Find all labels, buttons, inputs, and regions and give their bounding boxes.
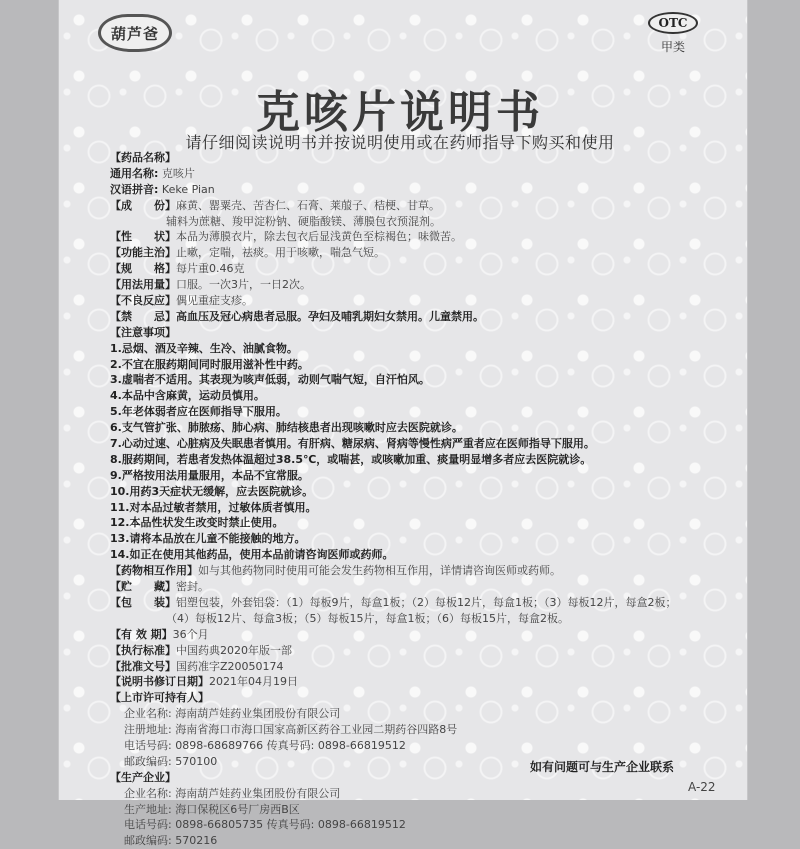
precaution-item: 8.服药期间，若患者发热体温超过38.5℃，或喘甚，或咳嗽加重、痰量明显增多者应去医院就诊。 — [110, 452, 592, 466]
precaution-item: 3.虚喘者不适用。其表现为咳声低弱，动则气喘气短，自汗怕风。 — [110, 373, 430, 387]
brand-logo — [98, 14, 172, 52]
interactions-row — [110, 563, 750, 579]
packaging-value-2: （4）每板12片、每盒3板；（5）每板15片，每盒1板；（6）每板15片，每盒2板。 — [166, 611, 569, 625]
adverse-value: 偶见重症支疹。 — [176, 294, 253, 308]
precaution-item: 6.支气管扩张、肺脓疡、肺心病、肺结核患者出现咳嗽时应去医院就诊。 — [110, 421, 463, 435]
validity-row — [110, 627, 750, 643]
contraindications-label: 【禁 忌】 — [110, 309, 176, 323]
validity-label: 【有 效 期】 — [110, 627, 173, 641]
otc-badge — [648, 12, 698, 34]
otc-class: 甲类 — [660, 40, 685, 54]
dosage-label: 【用法用量】 — [110, 278, 176, 292]
precaution-item: 13.请将本品放在儿童不能接触的地方。 — [110, 532, 306, 546]
precautions-header — [110, 325, 750, 341]
mah-phone-value: 0898-68689766 — [175, 738, 264, 752]
mah-address-value: 海南省海口市海口国家高新区药谷工业园二期药谷四路8号 — [175, 723, 458, 737]
ingredients-label: 【成 份】 — [110, 198, 176, 212]
pinyin-value: Keke Pian — [161, 182, 215, 196]
manufacturer-label: 【生产企业】 — [110, 770, 176, 784]
mah-company-row — [110, 706, 750, 722]
generic-name-label: 通用名称: — [110, 166, 159, 180]
mfr-address-value: 海口保税区6号厂房西B区 — [175, 802, 300, 816]
storage-row — [110, 579, 750, 595]
standard-row — [110, 643, 750, 659]
interactions-label: 【药物相互作用】 — [110, 564, 198, 578]
packaging-value: 铝塑包装，外套铝袋：（1）每板9片，每盒1板；（2）每板12片，每盒1板；（3）每板12片，每盒2板； — [176, 595, 677, 609]
indications-label: 【功能主治】 — [110, 246, 176, 260]
precaution-item: 1.忌烟、酒及辛辣、生冷、油腻食物。 — [110, 341, 298, 355]
mfr-company-row — [110, 786, 750, 802]
contact-note: 如有问题可与生产企业联系 — [530, 760, 675, 774]
mfr-company-label: 企业名称: — [124, 786, 172, 800]
dosage-row — [110, 277, 750, 293]
packaging-label: 【包 装】 — [110, 595, 176, 609]
drug-name-header — [110, 150, 750, 166]
mah-fax-value: 0898-66819512 — [317, 738, 406, 752]
storage-label: 【贮 藏】 — [110, 580, 176, 594]
page-title: 克咳片说明书 — [256, 87, 544, 138]
mah-label: 【上市许可持有人】 — [110, 691, 209, 705]
mfr-phone-label: 电话号码: — [124, 818, 172, 832]
mfr-address-row — [110, 802, 750, 818]
interactions-value: 如与其他药物同时使用可能会发生药物相互作用，详情请咨询医师或药师。 — [198, 564, 561, 578]
ingredients-row — [110, 198, 750, 214]
mah-header — [110, 690, 750, 706]
approval-label: 【批准文号】 — [110, 659, 176, 673]
mah-address-label: 注册地址: — [124, 723, 172, 737]
specification-label: 【规 格】 — [110, 262, 176, 276]
validity-value: 36个月 — [172, 627, 209, 641]
adverse-label: 【不良反应】 — [110, 294, 176, 308]
properties-row — [110, 229, 750, 245]
drug-name-label: 【药品名称】 — [110, 151, 176, 164]
mfr-zip-label: 邮政编码: — [124, 834, 172, 848]
specification-value: 每片重0.46克 — [176, 262, 245, 276]
precaution-item: 14.如正在使用其他药品，使用本品前请咨询医师或药师。 — [110, 548, 394, 562]
mfr-address-label: 生产地址: — [124, 802, 172, 816]
approval-row — [110, 659, 750, 675]
mfr-phone-value: 0898-66805735 — [175, 818, 264, 832]
mah-phone-label: 电话号码: — [124, 738, 172, 752]
approval-value: 国药准字Z20050174 — [176, 659, 284, 673]
precaution-item: 7.心动过速、心脏病及失眠患者慎用。有肝病、糖尿病、肾病等慢性病严重者应在医师指导下服用。 — [110, 437, 595, 451]
excipients-value: 辅料为蔗糖、羧甲淀粉钠、硬脂酸镁、薄膜包衣预混剂。 — [166, 214, 441, 228]
mfr-company-value: 海南葫芦娃药业集团股份有限公司 — [175, 786, 341, 800]
page-subtitle: 请仔细阅读说明书并按说明使用或在药师指导下购买和使用 — [185, 133, 615, 152]
storage-value: 密封。 — [176, 580, 209, 594]
generic-name-row — [110, 166, 750, 182]
mah-zip-label: 邮政编码: — [124, 754, 172, 768]
mfr-fax-label: 传真号码: — [266, 818, 315, 832]
precaution-item: 9.严格按用法用量服用，本品不宜常服。 — [110, 468, 309, 482]
indications-value: 止嗽，定喘，祛痰。用于咳嗽，喘急气短。 — [176, 246, 385, 260]
mfr-zip-row — [110, 833, 750, 849]
mah-fax-label: 传真号码: — [266, 738, 315, 752]
properties-label: 【性 状】 — [110, 230, 176, 244]
precaution-item: 5.年老体弱者应在医师指导下服用。 — [110, 405, 287, 419]
precautions-label: 【注意事项】 — [110, 325, 176, 339]
page-code: A-22 — [688, 780, 716, 794]
packaging-row-2 — [110, 611, 750, 627]
excipients-row — [110, 214, 750, 230]
precaution-item: 12.本品性状发生改变时禁止使用。 — [110, 516, 284, 530]
properties-value: 本品为薄膜衣片，除去包衣后显浅黄色至棕褐色；味微苦。 — [176, 230, 462, 244]
precaution-item: 2.不宜在服药期间同时服用滋补性中药。 — [110, 357, 309, 371]
brand-name: 葫芦爸 — [110, 24, 159, 43]
ingredients-value: 麻黄、罂粟壳、苦杏仁、石膏、莱菔子、桔梗、甘草。 — [176, 198, 440, 212]
precaution-item: 11.对本品过敏者禁用，过敏体质者慎用。 — [110, 500, 317, 514]
mah-phone-row — [110, 738, 750, 754]
revision-row — [110, 674, 750, 690]
packaging-row — [110, 595, 750, 611]
adverse-row — [110, 293, 750, 309]
standard-value: 中国药典2020年版一部 — [176, 643, 292, 657]
leaflet-content — [110, 150, 750, 849]
pinyin-label: 汉语拼音: — [110, 182, 159, 196]
otc-mark: OTC — [658, 16, 688, 30]
generic-name-value: 克咳片 — [161, 166, 195, 180]
mfr-phone-row — [110, 817, 750, 833]
mah-address-row — [110, 722, 750, 738]
precaution-item: 10.用药3天症状无缓解，应去医院就诊。 — [110, 484, 314, 498]
dosage-value: 口服。一次3片，一日2次。 — [176, 278, 311, 292]
revision-label: 【说明书修订日期】 — [110, 675, 209, 689]
mah-zip-value: 570100 — [175, 754, 218, 768]
contraindications-value: 高血压及冠心病患者忌服。孕妇及哺乳期妇女禁用。儿童禁用。 — [176, 309, 484, 323]
contraindications-row — [110, 309, 750, 325]
specification-row — [110, 261, 750, 277]
precaution-item: 4.本品中含麻黄，运动员慎用。 — [110, 389, 265, 403]
mah-company-value: 海南葫芦娃药业集团股份有限公司 — [175, 707, 341, 721]
mfr-zip-value: 570216 — [175, 834, 218, 848]
indications-row — [110, 245, 750, 261]
pinyin-row — [110, 182, 750, 198]
standard-label: 【执行标准】 — [110, 643, 176, 657]
revision-value: 2021年04月19日 — [209, 675, 298, 689]
mah-company-label: 企业名称: — [124, 707, 172, 721]
mfr-fax-value: 0898-66819512 — [317, 818, 406, 832]
